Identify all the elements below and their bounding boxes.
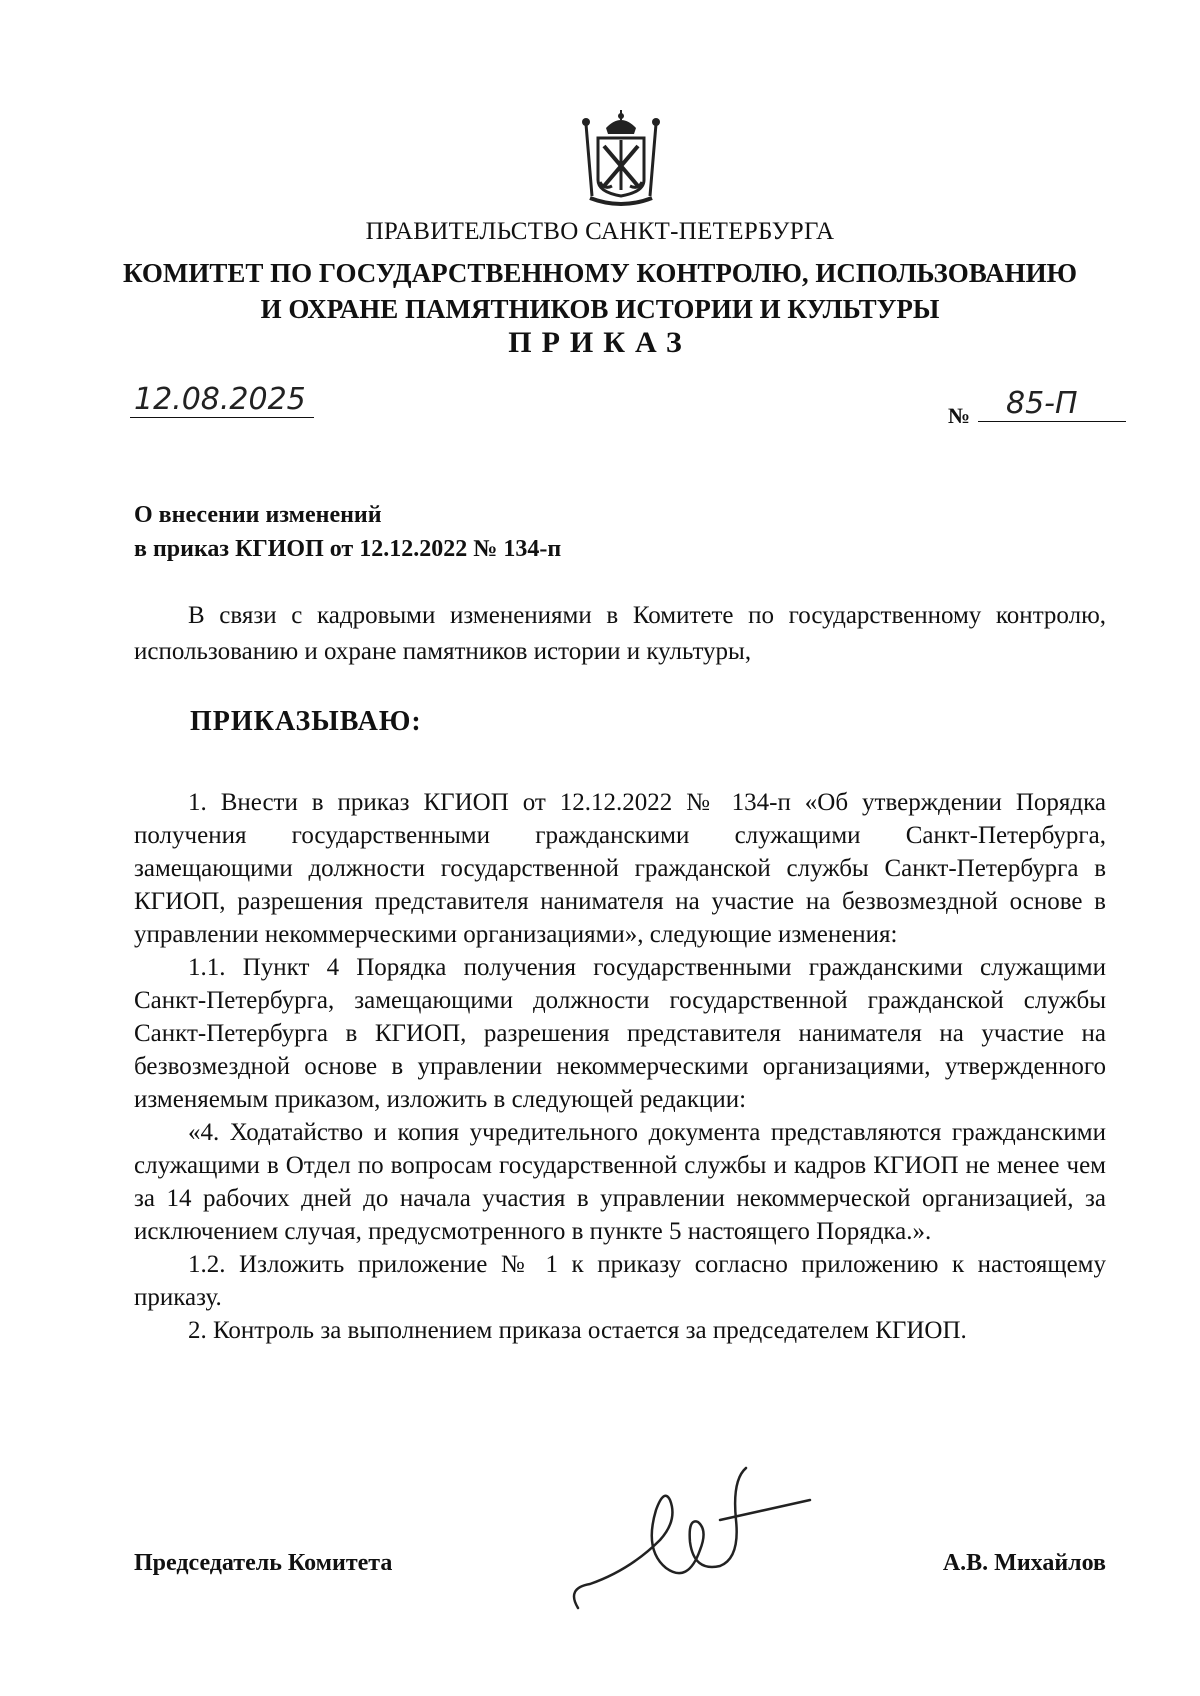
- order-subject-line-1: О внесении изменений: [134, 502, 382, 528]
- handwritten-signature-icon: [570, 1460, 830, 1620]
- order-date: 12.08.2025: [130, 382, 314, 418]
- paragraph-1: 1. Внести в приказ КГИОП от 12.12.2022 № 134-п «Об утверждении Порядка получения государственными гражданскими служащими Санкт-Петербурга, замещающими должности государственной гражданской службы Санкт-Петербурга в КГИОП, разрешения представителя нанимателя на участие на безвозмездной основе в управлении некоммерческими организациями», следующие изменения:: [134, 789, 1106, 948]
- paragraph-1-1: 1.1. Пункт 4 Порядка получения государственными гражданскими служащими Санкт-Петербурга, замещающими должности государственной гражданской службы Санкт-Петербурга в КГИОП, разрешения представителя нанимателя на участие на безвозмездной основе в управлении некоммерческими организациями, утвержденного изменяемым приказом, изложить в следующей редакции:: [134, 954, 1106, 1113]
- order-subject-line-2: в приказ КГИОП от 12.12.2022 № 134-п: [134, 536, 562, 562]
- paragraph-1-2: 1.2. Изложить приложение № 1 к приказу согласно приложению к настоящему приказу.: [134, 1251, 1106, 1311]
- government-title: ПРАВИТЕЛЬСТВО САНКТ-ПЕТЕРБУРГА: [365, 218, 835, 245]
- committee-name: [80, 255, 1120, 327]
- signatory-name: А.В. Михайлов: [942, 1550, 1106, 1576]
- committee-name-line-2: И ОХРАНЕ ПАМЯТНИКОВ ИСТОРИИ И КУЛЬТУРЫ: [260, 294, 940, 324]
- paragraph-quoted-item-4: «4. Ходатайство и копия учредительного документа представляются гражданскими служащими в Отдел по вопросам государственной службы и кадров КГИОП не менее чем за 14 рабочих дней до начала участия в управлении некоммерческой организацией, за исключением случая, предусмотренного в пункте 5 настоящего Порядка.».: [134, 1119, 1106, 1245]
- order-body: [134, 786, 1106, 1347]
- paragraph-2: 2. Контроль за выполнением приказа остается за председателем КГИОП.: [188, 1317, 967, 1344]
- document-type-title: ПРИКАЗ: [508, 326, 692, 359]
- committee-name-line-1: КОМИТЕТ ПО ГОСУДАРСТВЕННОМУ КОНТРОЛЮ, ИСПОЛЬЗОВАНИЮ: [123, 258, 1077, 288]
- order-number: 85-П: [978, 386, 1126, 422]
- st-petersburg-coat-of-arms-icon: [576, 110, 666, 210]
- ordering-word: ПРИКАЗЫВАЮ:: [190, 706, 422, 737]
- order-subject: [134, 498, 561, 566]
- order-number-label: №: [948, 403, 971, 428]
- signatory-position: Председатель Комитета: [134, 1550, 393, 1576]
- preamble-text: В связи с кадровыми изменениями в Комитете по государственному контролю, использованию и охране памятников истории и культуры,: [134, 602, 1106, 665]
